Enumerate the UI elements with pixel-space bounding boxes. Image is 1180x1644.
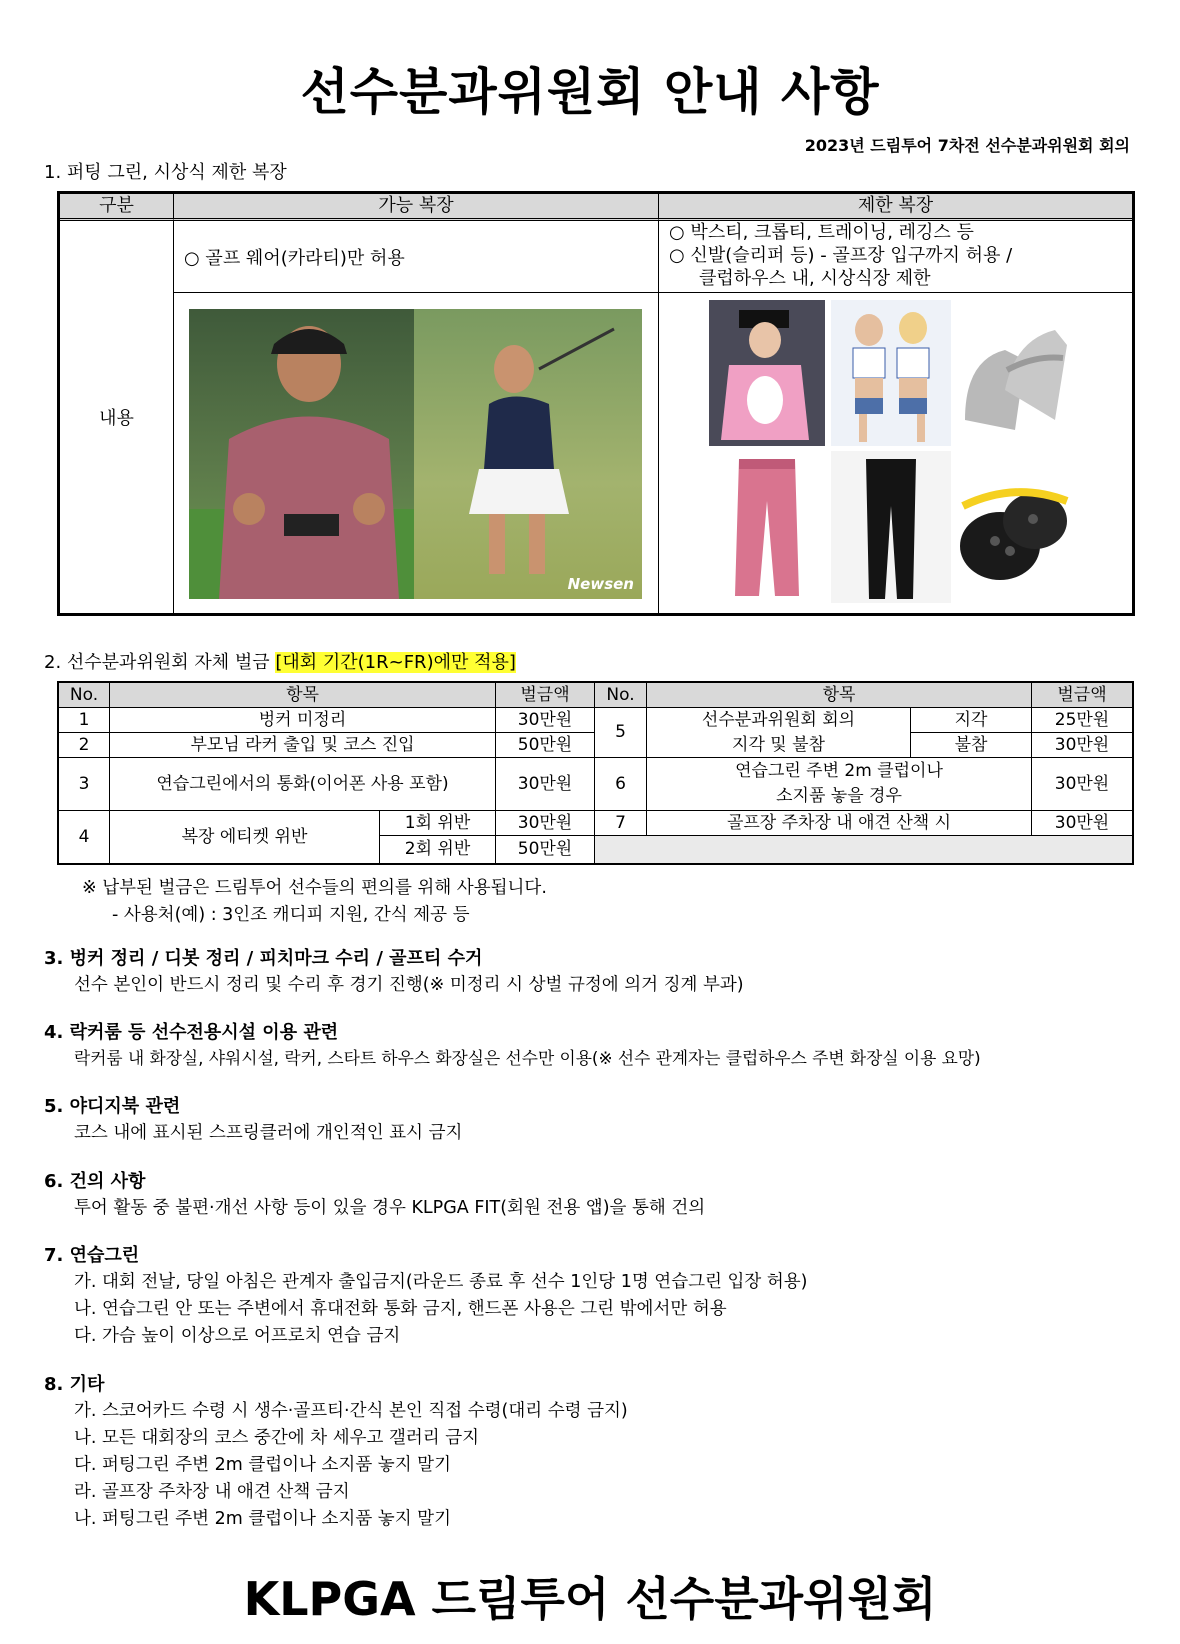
- section-8-line-3: 다. 퍼팅그린 주변 2m 클럽이나 소지품 놓지 말기: [74, 1455, 451, 1475]
- restricted-line-3: 클럽하우스 내, 시상식장 제한: [699, 268, 931, 289]
- fine-r6-item: [647, 758, 1032, 811]
- fine-header-no-right: No.: [595, 683, 647, 708]
- restricted-line-2: ○ 신발(슬리퍼 등) - 골프장 입구까지 허용 /: [669, 245, 1013, 266]
- fine-empty-cell: [595, 836, 1132, 863]
- section-3-line: 선수 본인이 반드시 정리 및 수리 후 경기 진행(※ 미정리 시 상벌 규정에 의거 징계 부과): [74, 975, 744, 995]
- fine-r2-no: 2: [59, 733, 110, 758]
- fine-r6-item-line1: 연습그린 주변 2m 클럽이나: [735, 761, 943, 781]
- meeting-subtitle: 2023년 드림투어 7차전 선수분과위원회 회의: [804, 136, 1130, 155]
- fine-header-item-right: 항목: [647, 683, 1032, 708]
- fine-header-no-left: No.: [59, 683, 110, 708]
- fine-r2-fine: 50만원: [496, 733, 595, 758]
- section-5-heading: 5. 야디지북 관련: [44, 1096, 181, 1117]
- fine-r6-item-line2: 소지품 놓을 경우: [776, 786, 902, 806]
- section-4-line: 락커룸 내 화장실, 샤워시설, 락커, 스타트 하우스 화장실은 선수만 이용(※ 선수 관계자는 클럽하우스 주변 화장실 이용 요망): [74, 1048, 981, 1068]
- section-2-highlight: [대회 기간(1R~FR)에만 적용]: [275, 652, 516, 673]
- restricted-line-1: ○ 박스티, 크롭티, 트레이닝, 레깅스 등: [669, 222, 974, 243]
- col-type-header: 구분: [60, 194, 174, 221]
- section-8-line-1: 가. 스코어카드 수령 시 생수·골프티·간식 본인 직접 수령(대리 수령 금지): [74, 1401, 628, 1421]
- allowed-dress-text: ○ 골프 웨어(카라티)만 허용: [174, 221, 659, 293]
- fine-r4-sub2: 2회 위반: [380, 836, 496, 863]
- photo-slippers: [955, 300, 1073, 446]
- fine-r7-no: 7: [595, 811, 647, 836]
- fine-r5-item: [647, 708, 911, 758]
- fine-header-fine-left: 벌금액: [496, 683, 595, 708]
- fine-r5-item-line2: 지각 및 불참: [732, 734, 825, 755]
- fine-r7-fine: 30만원: [1032, 811, 1132, 836]
- section-8-line-5: 나. 퍼팅그린 주변 2m 클럽이나 소지품 놓지 말기: [74, 1509, 451, 1529]
- fine-r7-item: 골프장 주차장 내 애견 산책 시: [647, 811, 1032, 836]
- photo-crop-tops: [831, 300, 951, 446]
- fine-r4-fine2: 50만원: [496, 836, 595, 863]
- fine-header-item-left: 항목: [110, 683, 496, 708]
- fine-r5-sub2: 불참: [911, 733, 1032, 758]
- fine-note-1: ※ 납부된 벌금은 드림투어 선수들의 편의를 위해 사용됩니다.: [82, 878, 547, 898]
- fine-r4-item: 복장 에티켓 위반: [110, 811, 380, 863]
- fine-table: [57, 681, 1134, 865]
- col-allowed-header: 가능 복장: [174, 194, 659, 221]
- section-6-line: 투어 활동 중 불편·개선 사항 등이 있을 경우 KLPGA FIT(회원 전용 앱)을 통해 건의: [74, 1198, 706, 1218]
- section-7-heading: 7. 연습그린: [44, 1245, 140, 1266]
- fine-r5-no: 5: [595, 708, 647, 758]
- footer-organization: KLPGA 드림투어 선수분과위원회: [243, 1572, 937, 1626]
- fine-r6-no: 6: [595, 758, 647, 811]
- section-6-heading: 6. 건의 사항: [44, 1171, 146, 1192]
- section-7-line-3: 다. 가슴 높이 이상으로 어프로치 연습 금지: [74, 1326, 401, 1346]
- fine-r4-fine1: 30만원: [496, 811, 595, 836]
- restricted-dress-text: [659, 221, 1132, 293]
- fine-r4-sub1: 1회 위반: [380, 811, 496, 836]
- section-3-heading: 3. 벙커 정리 / 디봇 정리 / 피치마크 수리 / 골프티 수거: [44, 948, 483, 969]
- fine-r3-item: 연습그린에서의 통화(이어폰 사용 포함): [110, 758, 496, 811]
- section-8-line-2: 나. 모든 대회장의 코스 중간에 차 세우고 갤러리 금지: [74, 1428, 480, 1448]
- section-8-heading: 8. 기타: [44, 1374, 105, 1395]
- photo-female-golfer: [414, 309, 642, 599]
- fine-r1-no: 1: [59, 708, 110, 733]
- photo-clogs: [955, 451, 1073, 603]
- section-8-line-4: 라. 골프장 주차장 내 애견 산책 금지: [74, 1482, 350, 1502]
- section-7-line-1: 가. 대회 전날, 당일 아침은 관계자 출입금지(라운드 종료 후 선수 1인당 1명 연습그린 입장 허용): [74, 1272, 808, 1292]
- fine-r1-fine: 30만원: [496, 708, 595, 733]
- section-5-line: 코스 내에 표시된 스프링클러에 개인적인 표시 금지: [74, 1123, 463, 1143]
- section-2-title: 2. 선수분과위원회 자체 벌금: [44, 652, 270, 673]
- row-label-content: 내용: [60, 221, 174, 613]
- section-1-heading: 1. 퍼팅 그린, 시상식 제한 복장: [44, 162, 287, 183]
- fine-note-2: - 사용처(예) : 3인조 캐디피 지원, 간식 제공 등: [112, 905, 470, 925]
- section-2-heading: [44, 648, 516, 674]
- photo-watermark: Newsen: [567, 575, 634, 593]
- fine-r3-fine: 30만원: [496, 758, 595, 811]
- dress-code-table: [57, 191, 1135, 616]
- fine-r5-fine1: 25만원: [1032, 708, 1132, 733]
- photo-boxy-tshirt: [709, 300, 825, 446]
- page-title: 선수분과위원회 안내 사항: [300, 63, 880, 121]
- fine-r5-sub1: 지각: [911, 708, 1032, 733]
- photo-leggings: [831, 451, 951, 603]
- fine-r6-fine: 30만원: [1032, 758, 1132, 811]
- fine-r2-item: 부모님 라커 출입 및 코스 진입: [110, 733, 496, 758]
- photo-training-pants: [709, 451, 825, 603]
- fine-r1-item: 벙커 미정리: [110, 708, 496, 733]
- photo-male-golfer: [189, 309, 414, 599]
- allowed-photos-cell: [174, 293, 659, 613]
- section-4-heading: 4. 락커룸 등 선수전용시설 이용 관련: [44, 1022, 339, 1043]
- fine-r5-fine2: 30만원: [1032, 733, 1132, 758]
- col-restricted-header: 제한 복장: [659, 194, 1132, 221]
- fine-r3-no: 3: [59, 758, 110, 811]
- fine-r4-no: 4: [59, 811, 110, 863]
- fine-header-fine-right: 벌금액: [1032, 683, 1132, 708]
- fine-r5-item-line1: 선수분과위원회 회의: [701, 709, 856, 730]
- restricted-photos-cell: [659, 293, 1132, 613]
- section-7-line-2: 나. 연습그린 안 또는 주변에서 휴대전화 통화 금지, 핸드폰 사용은 그린 밖에서만 허용: [74, 1299, 727, 1319]
